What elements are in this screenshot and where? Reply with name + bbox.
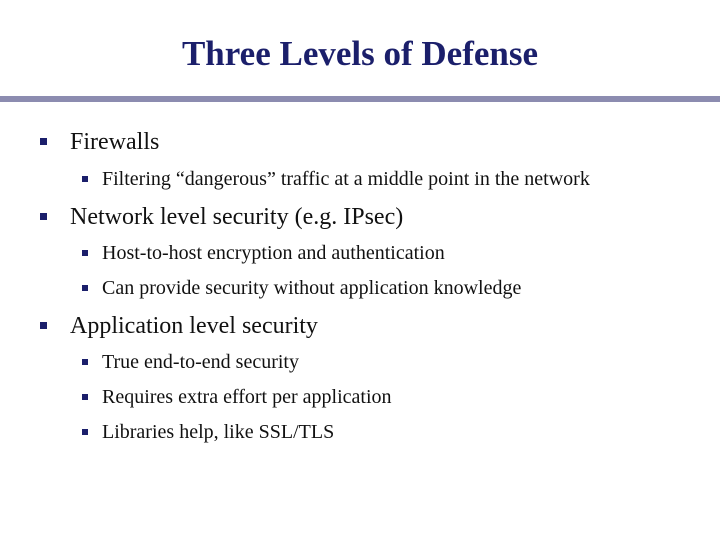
sub-bullet-text: Filtering “dangerous” traffic at a middle point in the network	[102, 168, 590, 190]
square-bullet-icon	[82, 394, 88, 400]
square-bullet-icon	[82, 176, 88, 182]
sub-bullet-text: Libraries help, like SSL/TLS	[102, 421, 335, 443]
square-bullet-icon	[40, 213, 47, 220]
bullet-text: Application level security	[70, 313, 318, 339]
sub-bullet-text: Requires extra effort per application	[102, 386, 392, 408]
square-bullet-icon	[82, 429, 88, 435]
slide-title: Three Levels of Defense	[181, 34, 539, 73]
bullet-text: Network level security (e.g. IPsec)	[70, 204, 404, 230]
square-bullet-icon	[82, 359, 88, 365]
square-bullet-icon	[82, 285, 88, 291]
sub-bullet-text: Host-to-host encryption and authentication	[102, 242, 445, 264]
square-bullet-icon	[82, 250, 88, 256]
sub-bullet-text: Can provide security without application knowledge	[102, 277, 522, 299]
square-bullet-icon	[40, 322, 47, 329]
bullet-text: Firewalls	[70, 129, 160, 155]
square-bullet-icon	[40, 138, 47, 145]
sub-bullet-text: True end-to-end security	[102, 351, 299, 373]
